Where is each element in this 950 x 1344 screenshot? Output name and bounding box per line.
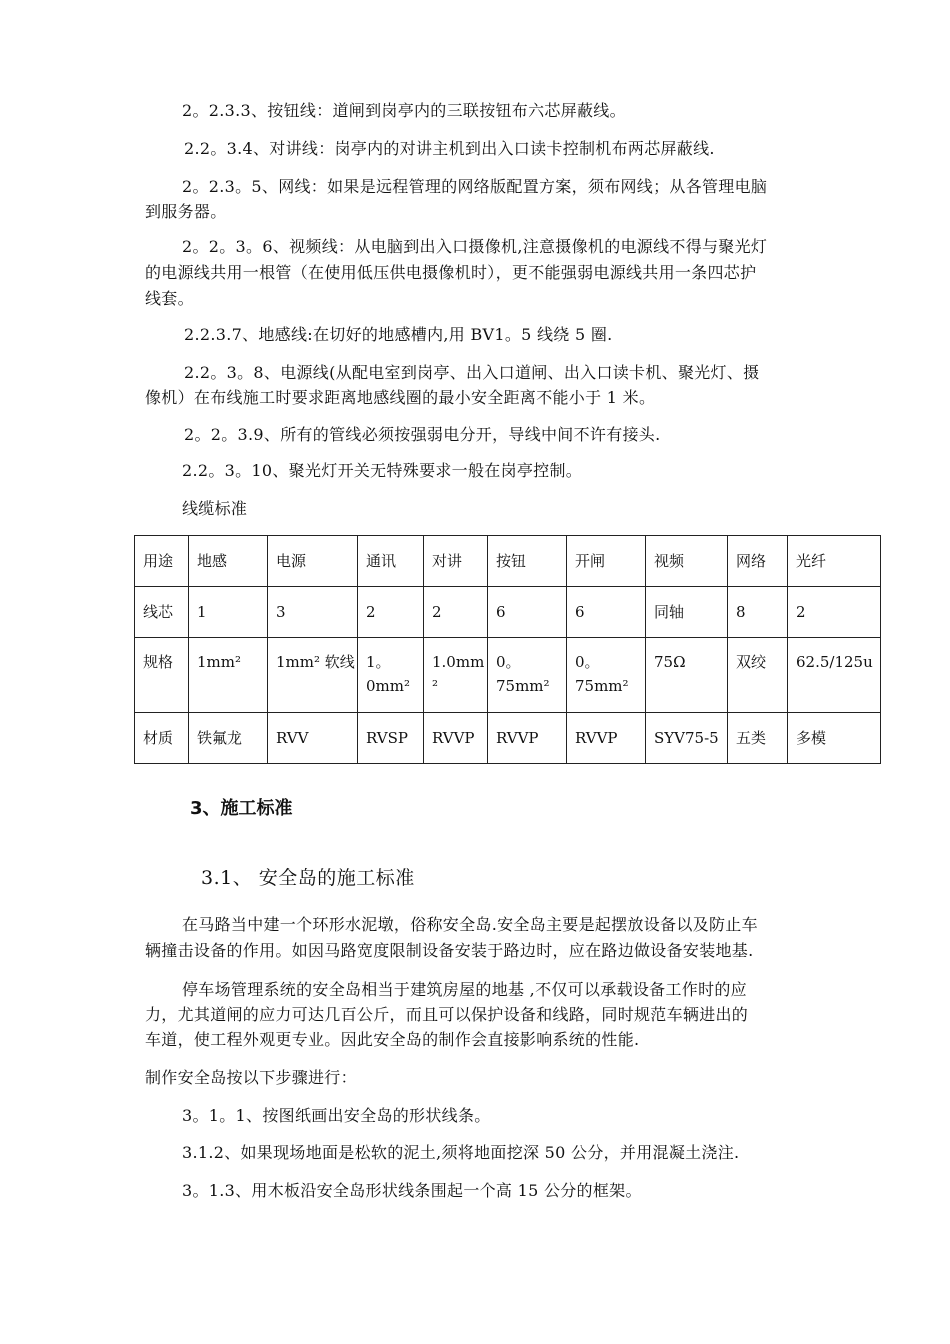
table-caption: 线缆标准 [182, 499, 248, 518]
paragraph-video-wire-l3: 线套。 [145, 289, 194, 308]
table-cell: 线芯 [135, 587, 189, 638]
table-cell: 2 [788, 587, 881, 638]
paragraph-island-purpose-l3: 车道，使工程外观更专业。因此安全岛的制作会直接影响系统的性能. [145, 1030, 640, 1049]
table-cell: 双绞 [728, 638, 788, 713]
paragraph-island-intro-l1: 在马路当中建一个环形水泥墩，俗称安全岛.安全岛主要是起摆放设备以及防止车 [182, 915, 758, 934]
paragraph-video-wire-l2: 的电源线共用一根管（在使用低压供电摄像机时），更不能强弱电源线共用一条四芯护 [145, 263, 757, 282]
table-cell: RVVP [488, 713, 567, 764]
table-cell: 1mm² 软线 [268, 638, 358, 713]
table-cell: SYV75-5 [646, 713, 728, 764]
table-cell: 通讯 [358, 536, 424, 587]
table-cell: 62.5/125u [788, 638, 881, 713]
table-cell: 0。75mm² [488, 638, 567, 713]
section-heading: 3、施工标准 [190, 798, 293, 819]
table-cell: 6 [488, 587, 567, 638]
cable-standard-table [134, 535, 881, 764]
table-cell: 对讲 [424, 536, 488, 587]
table-cell: RVV [268, 713, 358, 764]
table-cell: 铁氟龙 [189, 713, 268, 764]
paragraph-spotlight: 2.2。3。10、聚光灯开关无特殊要求一般在岗亭控制。 [182, 461, 583, 480]
table-cell: 1 [189, 587, 268, 638]
table-cell: 1。0mm² [358, 638, 424, 713]
table-cell: 1.0mm² [424, 638, 488, 713]
table-cell: 2 [358, 587, 424, 638]
table-cell: 五类 [728, 713, 788, 764]
table-cell: 0。75mm² [567, 638, 646, 713]
table-cell: 网络 [728, 536, 788, 587]
paragraph-power-wire-l1: 2.2。3。8、电源线(从配电室到岗亭、出入口道闸、出入口读卡机、聚光灯、摄 [184, 363, 760, 382]
table-cell: 1mm² [189, 638, 268, 713]
table-cell: 同轴 [646, 587, 728, 638]
table-cell: 开闸 [567, 536, 646, 587]
paragraph-network-wire-l2: 到服务器。 [145, 202, 227, 221]
table-row [135, 587, 881, 638]
table-row [135, 638, 881, 713]
paragraph-power-wire-l2: 像机）在布线施工时要求距离地感线圈的最小安全距离不能小于 1 米。 [145, 388, 656, 407]
table-cell: 3 [268, 587, 358, 638]
table-cell: 地感 [189, 536, 268, 587]
table-row [135, 536, 881, 587]
paragraph-video-wire-l1: 2。2。3。6、视频线：从电脑到出入口摄像机,注意摄像机的电源线不得与聚光灯 [182, 237, 768, 256]
subsection-heading: 3.1、 安全岛的施工标准 [201, 867, 415, 889]
paragraph-button-wire: 2。2.3.3、按钮线：道闸到岗亭内的三联按钮布六芯屏蔽线。 [182, 101, 626, 120]
table-cell: 8 [728, 587, 788, 638]
table-cell: 按钮 [488, 536, 567, 587]
paragraph-separation: 2。2。3.9、所有的管线必须按强弱电分开，导线中间不许有接头. [184, 425, 661, 444]
table-cell: 光纤 [788, 536, 881, 587]
table-cell: 6 [567, 587, 646, 638]
table-cell: 2 [424, 587, 488, 638]
table-cell: RVSP [358, 713, 424, 764]
table-cell: RVVP [424, 713, 488, 764]
table-cell: 多模 [788, 713, 881, 764]
step-2: 3.1.2、如果现场地面是松软的泥土,须将地面挖深 50 公分，并用混凝土浇注. [182, 1143, 740, 1162]
paragraph-network-wire-l1: 2。2.3。5、网线：如果是远程管理的网络版配置方案，须布网线；从各管理电脑 [182, 177, 768, 196]
paragraph-intercom-wire: 2.2。3.4、对讲线：岗亭内的对讲主机到出入口读卡控制机布两芯屏蔽线. [184, 139, 715, 158]
table-cell: 规格 [135, 638, 189, 713]
step-1: 3。1。1、按图纸画出安全岛的形状线条。 [182, 1106, 491, 1125]
paragraph-island-intro-l2: 辆撞击设备的作用。如因马路宽度限制设备安装于路边时，应在路边做设备安装地基. [145, 941, 754, 960]
table-row [135, 713, 881, 764]
table-cell: 75Ω [646, 638, 728, 713]
paragraph-loop-wire: 2.2.3.7、地感线:在切好的地感槽内,用 BV1。5 线绕 5 圈. [184, 325, 613, 344]
step-3: 3。1.3、用木板沿安全岛形状线条围起一个高 15 公分的框架。 [182, 1181, 642, 1200]
table-cell: 电源 [268, 536, 358, 587]
table-cell: 视频 [646, 536, 728, 587]
table-cell: RVVP [567, 713, 646, 764]
paragraph-island-purpose-l1: 停车场管理系统的安全岛相当于建筑房屋的地基 ,不仅可以承载设备工作时的应 [182, 980, 747, 999]
paragraph-steps-intro: 制作安全岛按以下步骤进行： [145, 1068, 357, 1087]
paragraph-island-purpose-l2: 力，尤其道闸的应力可达几百公斤，而且可以保护设备和线路，同时规范车辆进出的 [145, 1005, 749, 1024]
table-cell: 材质 [135, 713, 189, 764]
table-cell: 用途 [135, 536, 189, 587]
